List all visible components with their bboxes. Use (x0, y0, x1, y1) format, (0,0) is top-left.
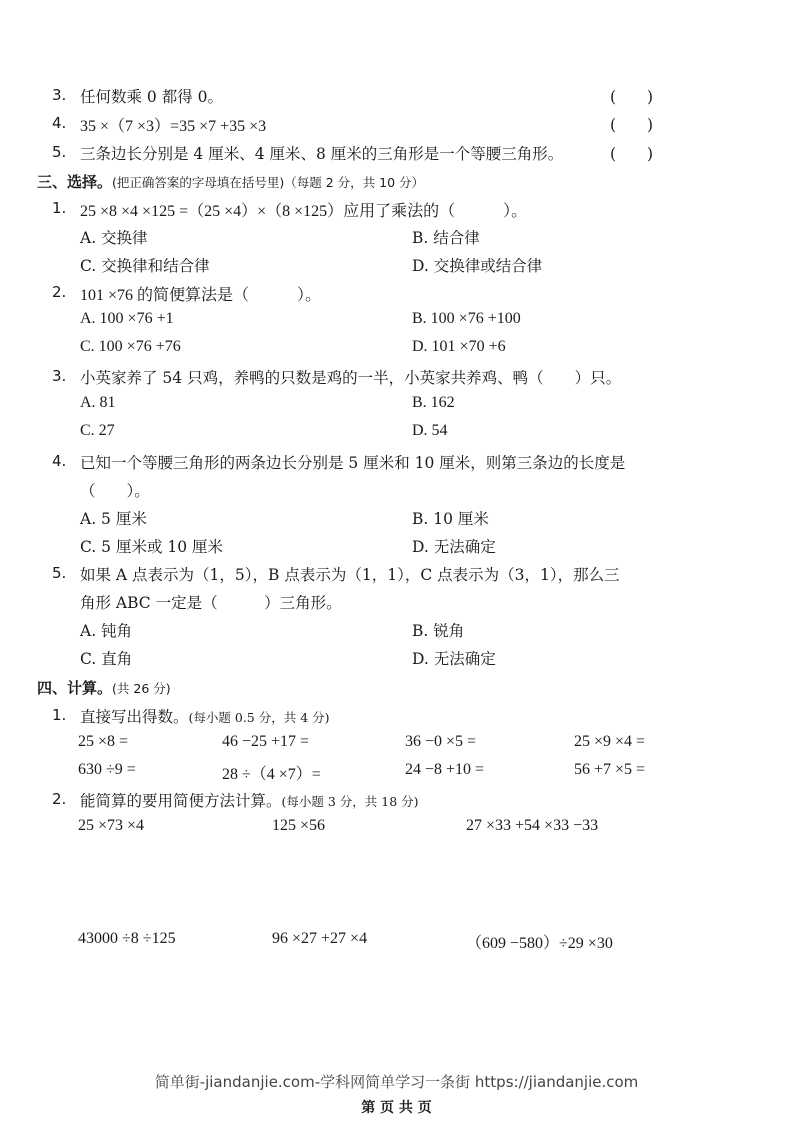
page-number: 第 页 共 页 (361, 1100, 432, 1116)
choice-5-number: 5. (52, 564, 67, 582)
calc-1-item: 56 +7 ×5 = (574, 761, 646, 778)
choice-1-option-c[interactable]: C. 交换律和结合律 (80, 257, 210, 275)
calc-2-item: 96 ×27 +27 ×4 (272, 930, 368, 947)
choice-4-text: 已知一个等腰三角形的两条边长分别是 5 厘米和 10 厘米，则第三条边的长度是 (80, 454, 626, 472)
choice-5-text-cont: 角形 ABC 一定是（ ）三角形。 (80, 594, 342, 612)
judge-4-answer-blank[interactable]: ( ) (610, 116, 654, 134)
section-3-heading (37, 171, 424, 192)
calc-2-item: 27 ×33 +54 ×33 −33 (466, 817, 599, 834)
calc-1-heading (80, 705, 330, 727)
choice-2-option-d[interactable]: D. 101 ×70 +6 (412, 338, 506, 355)
calc-1-item: 36 −0 ×5 = (405, 733, 477, 750)
judge-4-text: 35 ×（7 ×3）=35 ×7 +35 ×3 (80, 118, 267, 135)
calc-1-item: 25 ×8 = (78, 733, 129, 750)
calc-1-item: 46 −25 +17 = (222, 733, 310, 750)
calc-2-item: （609 −580）÷29 ×30 (466, 935, 613, 952)
calc-2-item: 43000 ÷8 ÷125 (78, 930, 176, 947)
choice-4-text-cont: （ ）。 (80, 482, 150, 500)
choice-5-option-a[interactable]: A. 钝角 (80, 622, 133, 640)
choice-1-option-a[interactable]: A. 交换律 (80, 229, 148, 247)
choice-4-option-b[interactable]: B. 10 厘米 (412, 510, 489, 528)
calc-2-heading (80, 789, 419, 811)
calc-1-item: 28 ÷（4 ×7）= (222, 766, 321, 783)
choice-1-text: 25 ×8 ×4 ×125 =（25 ×4）×（8 ×125）应用了乘法的（ ）。 (80, 203, 528, 220)
choice-4-option-a[interactable]: A. 5 厘米 (80, 510, 147, 528)
choice-3-option-b[interactable]: B. 162 (412, 394, 455, 411)
choice-2-option-c[interactable]: C. 100 ×76 +76 (80, 338, 181, 355)
choice-5-option-d[interactable]: D. 无法确定 (412, 650, 496, 668)
calc-1-note: (每小题 0.5 分，共 4 分) (188, 710, 330, 725)
calc-1-number: 1. (52, 706, 67, 724)
section-4-title: 四、计算。 (37, 679, 113, 697)
choice-5-option-c[interactable]: C. 直角 (80, 650, 133, 668)
choice-3-option-a[interactable]: A. 81 (80, 394, 116, 411)
judge-3-text: 任何数乘 0 都得 0。 (80, 88, 224, 106)
calc-1-item: 24 −8 +10 = (405, 761, 485, 778)
choice-2-number: 2. (52, 283, 67, 301)
judge-4-number: 4. (52, 114, 67, 132)
choice-3-option-d[interactable]: D. 54 (412, 422, 448, 439)
choice-1-option-b[interactable]: B. 结合律 (412, 229, 480, 247)
section-3-note: (把正确答案的字母填在括号里)（每题 2 分，共 10 分） (112, 175, 425, 190)
choice-2-option-b[interactable]: B. 100 ×76 +100 (412, 310, 521, 327)
choice-3-text: 小英家养了 54 只鸡，养鸭的只数是鸡的一半，小英家共养鸡、鸭（ ）只。 (80, 369, 622, 387)
choice-5-text: 如果 A 点表示为（1，5），B 点表示为（1，1），C 点表示为（3，1），那么三 (80, 566, 620, 584)
choice-1-option-d[interactable]: D. 交换律或结合律 (412, 257, 543, 275)
calc-2-note: (每小题 3 分，共 18 分) (281, 794, 419, 809)
section-3-title: 三、选择。 (37, 173, 113, 191)
calc-2-item: 125 ×56 (272, 817, 326, 834)
judge-5-text: 三条边长分别是 4 厘米、4 厘米、8 厘米的三角形是一个等腰三角形。 (80, 145, 564, 163)
calc-2-text: 能简算的要用简便方法计算。 (80, 792, 282, 810)
choice-1-number: 1. (52, 199, 67, 217)
judge-3-answer-blank[interactable]: ( ) (610, 88, 654, 106)
calc-1-item: 630 ÷9 = (78, 761, 136, 778)
choice-4-option-c[interactable]: C. 5 厘米或 10 厘米 (80, 538, 224, 556)
calc-2-number: 2. (52, 790, 67, 808)
judge-5-answer-blank[interactable]: ( ) (610, 145, 654, 163)
choice-2-option-a[interactable]: A. 100 ×76 +1 (80, 310, 174, 327)
choice-3-option-c[interactable]: C. 27 (80, 422, 115, 439)
section-4-heading (37, 677, 171, 698)
judge-3-number: 3. (52, 86, 67, 104)
section-4-note: (共 26 分) (112, 681, 171, 696)
calc-1-text: 直接写出得数。 (80, 708, 189, 726)
calc-2-item: 25 ×73 ×4 (78, 817, 145, 834)
judge-5-number: 5. (52, 143, 67, 161)
choice-5-option-b[interactable]: B. 锐角 (412, 622, 465, 640)
choice-3-number: 3. (52, 367, 67, 385)
footer-watermark: 简单街-jiandanjie.com-学科网简单学习一条街 https://jiandanjie.com (154, 1073, 639, 1091)
choice-2-text: 101 ×76 的简便算法是（ ）。 (80, 287, 322, 304)
calc-1-item: 25 ×9 ×4 = (574, 733, 646, 750)
choice-4-option-d[interactable]: D. 无法确定 (412, 538, 496, 556)
choice-4-number: 4. (52, 452, 67, 470)
